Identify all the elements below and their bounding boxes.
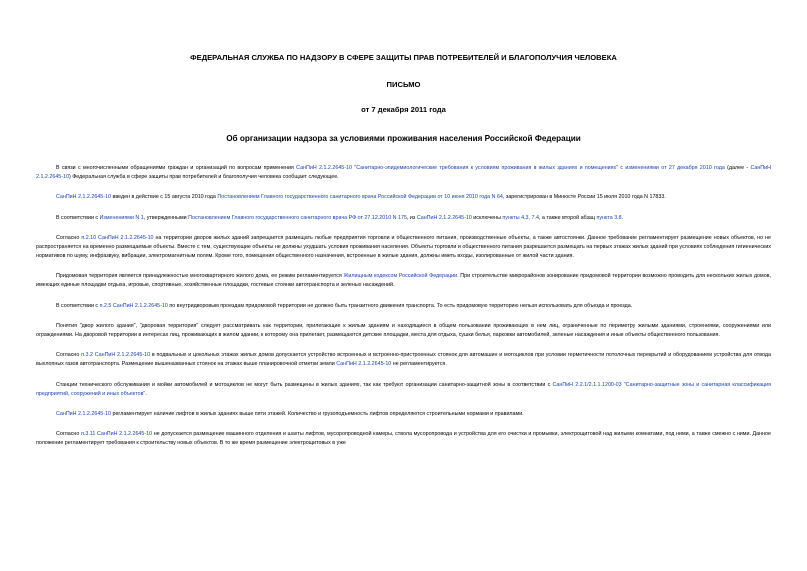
paragraph (36, 193, 771, 202)
paragraph-text: Придомовая территория является принадлежностью многоквартирного жилого дома, ее режим регламентируется (56, 273, 344, 280)
document-link[interactable]: СанПиН 2.1.2.2645-10 (56, 411, 111, 417)
paragraph-text: (далее - (724, 165, 751, 171)
paragraph-text: В соответствии с (56, 214, 100, 221)
paragraph-text: В соответствии с (56, 302, 100, 309)
document-subject: Об организации надзора за условиями проживания населения Российской Федерации (226, 134, 581, 143)
document-link[interactable]: СанПиН 2.1.2.2645-10 (416, 214, 472, 221)
document-link[interactable]: СанПиН 2.1.2.2645-10 (56, 194, 111, 201)
paragraph-text: не допускается размещение машинного отделения и шахты лифтов, мусоропроводной камеры, ствола мусоропровода и устройства для его очистки и промывки, электрощитовой над жилыми комнатами, под ними, а также смежно с ними. Данное положение регламентирует требования к строительству новых объектов. В то же время размещение электрощитовых в уже (36, 431, 771, 447)
document-link[interactable]: пункты 4.3, 7.4 (502, 214, 539, 221)
paragraph-text: ) Федеральная служба в сфере защиты прав потребителей и благополучия человека сообщает следующее. (68, 173, 339, 180)
paragraph-text: Согласно (56, 352, 82, 359)
paragraph-text: , из (406, 214, 417, 221)
paragraph-text: , зарегистрирован в Минюсте России 15 июля 2010 года N 17833. (502, 194, 666, 201)
paragraph (36, 234, 771, 261)
document-link[interactable]: СанПиН 2.2.1/2.1.1.1200-03 "Санитарно-защитные зоны и санитарная классификация предприятий, сооружений и иных объектов" (36, 381, 771, 397)
paragraph-text: исключены (471, 214, 503, 221)
document-link[interactable]: СанПиН 2.1.2.2645-10 "Санитарно-эпидемиологические требования к условиям проживания в жилых зданиях и помещениях" с изменениями от 27 декабря 2010 года (296, 165, 725, 171)
paragraph-text: . При строительстве микрорайонов зонирование придомовой территории возможно проводить для нескольких жилых домов, имеющих единые площадки отдыха, игровые, спортивные, хозяйственные площадки, гостевые стоянки автотранспорта и зеленых насаждений. (36, 273, 771, 289)
document-link[interactable]: Постановлением Главного государственного санитарного врача Российской Федерации от 10 июня 2010 года N 64 (217, 194, 503, 201)
agency-title: ФЕДЕРАЛЬНАЯ СЛУЖБА ПО НАДЗОРУ В СФЕРЕ ЗАЩИТЫ ПРАВ ПОТРЕБИТЕЛЕЙ И БЛАГОПОЛУЧИЯ ЧЕЛОВЕКА (190, 53, 617, 62)
paragraph-text: регламентирует наличие лифтов в жилых зданиях выше пяти этажей. Количество и грузоподъемность лифтов определяются строительными нормами и правилами. (111, 411, 524, 417)
paragraph (36, 430, 771, 448)
document-link[interactable]: Постановлением Главного государственного санитарного врача РФ от 27.12.2010 N 175 (188, 214, 407, 221)
document-body (36, 164, 771, 448)
paragraph (36, 214, 771, 223)
document-link[interactable]: Жилищным кодексом Российской Федерации (343, 273, 458, 280)
paragraph-text: не регламентируется. (391, 361, 447, 368)
document-link[interactable]: Изменениями N 1 (99, 214, 144, 221)
paragraph (36, 322, 771, 340)
paragraph-text: Согласно (56, 431, 81, 438)
paragraph-text: введен в действие с 15 августа 2010 года (111, 194, 218, 201)
paragraph-text: Согласно (56, 235, 82, 242)
document-link[interactable]: пункта 3.8 (596, 214, 622, 221)
paragraph (36, 302, 771, 311)
paragraph (36, 410, 771, 419)
paragraph-text: , утвержденными (143, 214, 189, 221)
paragraph-text: в подвальных и цокольных этажах жилых домов допускается устройство встроенных и встроенно-пристроенных стоянок для автомашин и мотоциклов при условии герметичности потолочных перекрытий и оборудованием устройства для отвода выхлопных газов автотранспорта. Размещение вышеназванных стоянок на этажах выше планировочной отметки земли (36, 352, 771, 368)
paragraph-text: , а также второй абзац (538, 214, 597, 221)
document-date: от 7 декабря 2011 года (361, 105, 446, 114)
paragraph-text: В связи с многочисленными обращениями граждан и организаций по вопросам применения (56, 165, 297, 171)
document-page (36, 52, 771, 448)
paragraph (36, 351, 771, 369)
paragraph-text: Станции технического обслуживания и мойки автомобилей и мотоциклов не могут быть размещены в жилых зданиях, так как требуют организации санитарно-защитной зоны в соответствии с (56, 381, 553, 388)
paragraph-text: по внутридворовым проездам придомовой территории не должно быть транзитного движения транспорта. То есть придомовую территорию нельзя использовать для объезда и проезда. (167, 302, 633, 309)
paragraph-text: . (145, 390, 147, 397)
document-link[interactable]: СанПиН 2.1.2.2645-10 (336, 361, 392, 368)
paragraph-text: Понятия "двор жилого здания", "дворовая территория" следует рассматривать как территории, прилегающие к жилым зданиям и находящиеся в общем пользовании проживающих в нем лиц, ограниченные по периметру жилыми зданиями, строениями, сооружениями или ограждениями. На дворовой территории в интересах лиц, проживающих в жилом здании, к которому она прилегает, размещаются детские площадки, места для отдыха, сушки белья, парковки автомобилей, зеленые насаждения и иные объекты общественного пользования. (36, 323, 771, 338)
paragraph (36, 272, 771, 290)
paragraph (36, 164, 771, 182)
paragraph-text: на территории дворов жилых зданий запрещается размещать любые предприятия торговли и общественного питания, производственные объекты, а также автостоянки. Данное требование регламентирует размещение новых объектов, но не распространяется на временно размещаемые объекты. Вместе с тем, существующие объекты не должны ухудшать условия проживания населения. Объекты торговли и общественного питания разрешается размещать на первых этажах жилых зданий при условиях соблюдения гигиенических нормативов по шуму, инфразвуку, вибрации, электромагнитным полям. Кроме того, помещения общественного назначения, встроенные в жилые здания, должны иметь входы, изолированные от жилой части здания. (36, 235, 771, 259)
paragraph-text: . (621, 214, 624, 221)
document-type: ПИСЬМО (386, 80, 421, 89)
document-link[interactable]: п.3.2 СанПиН 2.1.2.2645-10 (81, 352, 151, 359)
document-link[interactable]: п.2.10 СанПиН 2.1.2.2645-10 (81, 235, 154, 242)
document-link[interactable]: п.2.5 СанПиН 2.1.2.2645-10 (99, 302, 168, 309)
document-link[interactable]: п.3.11 СанПиН 2.1.2.2645-10 (80, 431, 153, 438)
document-link[interactable]: СанПиН 2.1.2.2645-10 (36, 165, 771, 180)
paragraph (36, 381, 771, 399)
